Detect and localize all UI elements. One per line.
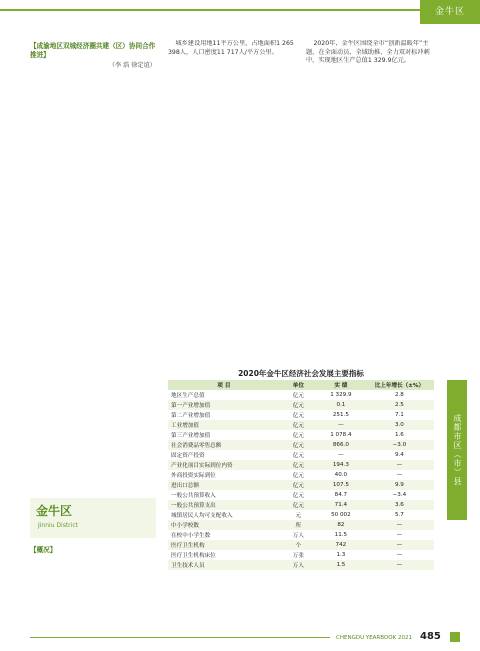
cell-unit: 亿元 <box>292 453 304 459</box>
cell-item: 进出口总额 <box>168 480 280 490</box>
district-intro <box>30 544 156 630</box>
header-section-tab: 金牛区 <box>420 0 480 24</box>
cell-unit: 亿元 <box>292 393 304 399</box>
cell-item: 城镇居民人均可支配收入 <box>171 513 233 519</box>
cell-growth: 1.6 <box>394 432 404 438</box>
cell-item: 工业增加值 <box>168 420 280 430</box>
cell-value: — <box>317 420 365 430</box>
cell-unit: 亿元 <box>292 433 304 439</box>
cell-value: 71.4 <box>317 500 365 510</box>
cell-unit: 亿元 <box>280 440 317 450</box>
cell-value: 866.0 <box>317 440 365 450</box>
cell-unit: 万人 <box>280 560 317 570</box>
cell-growth: −3.0 <box>365 440 434 450</box>
cell-value: 0.1 <box>317 400 365 410</box>
table-header-row <box>168 380 434 390</box>
cell-unit: 亿元 <box>280 400 317 410</box>
page-footer <box>0 628 480 648</box>
cell-unit: 亿元 <box>292 473 304 479</box>
cell-value: 40.0 <box>334 472 348 478</box>
cell-item: 医疗卫生机构床位 <box>171 553 216 559</box>
cell-value: 84.7 <box>334 492 348 498</box>
table-row <box>168 420 434 430</box>
district-name: 金牛区 <box>36 504 73 518</box>
header-item: 项 目 <box>168 380 280 390</box>
cell-growth: 5.7 <box>394 512 404 518</box>
footer-rule <box>30 637 330 638</box>
page-number: 485 <box>420 631 441 642</box>
text-column-1 <box>30 40 156 358</box>
cell-growth: 9.4 <box>394 452 404 458</box>
cell-growth: 9.9 <box>365 480 434 490</box>
table-row <box>168 440 434 450</box>
cell-growth: 7.1 <box>394 412 404 418</box>
cell-value: 1 078.4 <box>330 432 352 438</box>
cell-growth: 2.5 <box>365 400 434 410</box>
cell-item: 社会消费品零售总额 <box>168 440 280 450</box>
cell-unit: 亿元 <box>280 460 317 470</box>
cell-unit: 所 <box>280 520 317 530</box>
cell-unit: 亿元 <box>280 480 317 490</box>
table-row <box>168 500 434 510</box>
cell-growth: — <box>365 520 434 530</box>
cell-unit: 个 <box>280 540 317 550</box>
cell-value: 50 002 <box>331 512 351 518</box>
cell-item: 地区生产总值 <box>171 393 205 399</box>
table-row <box>168 490 434 500</box>
footer-publication: CHENGDU YEARBOOK 2021 <box>336 635 412 641</box>
cell-unit: 亿元 <box>280 500 317 510</box>
table-row <box>168 530 434 540</box>
table-row <box>168 520 434 530</box>
header-rule <box>0 9 420 11</box>
cell-value: 251.5 <box>332 412 349 418</box>
section-heading: 【成渝地区双城经济圈共建（区）协同合作推进】 <box>30 42 156 59</box>
cell-item: 第二产业增加值 <box>171 413 211 419</box>
cell-item: 中小学校数 <box>168 520 280 530</box>
intro-heading: 【概况】 <box>30 546 57 554</box>
table-row <box>168 550 434 560</box>
cell-value: 11.5 <box>334 532 348 538</box>
cell-item: 第一产业增加值 <box>168 400 280 410</box>
page-marker <box>450 632 460 642</box>
cell-item: 外商投资实际到位 <box>171 473 216 479</box>
side-section-strip: 成都市区（市）县 <box>447 380 467 520</box>
table-body <box>168 390 434 570</box>
cell-growth: −3.4 <box>392 492 407 498</box>
cell-value: 742 <box>317 540 365 550</box>
table-row <box>168 390 434 400</box>
cell-value: 1 329.9 <box>330 392 352 398</box>
cell-item: 卫生技术人员 <box>168 560 280 570</box>
cell-unit: 元 <box>295 513 302 519</box>
cell-growth: — <box>396 552 403 558</box>
cell-item: 一般公共预算支出 <box>168 500 280 510</box>
cell-item: 产业化项目实际到位内资 <box>168 460 280 470</box>
district-pinyin: Jinniu District <box>38 522 78 529</box>
cell-unit: 亿元 <box>292 413 304 419</box>
table-title: 2020年金牛区经济社会发展主要指标 <box>238 369 364 378</box>
table-row <box>168 510 434 520</box>
header-unit: 单位 <box>280 380 317 390</box>
text-column-3 <box>306 40 436 358</box>
table-row <box>168 560 434 570</box>
cell-value: 107.5 <box>317 480 365 490</box>
cell-growth: — <box>365 560 434 570</box>
col3-paragraph: 2020年，金牛区围绕全市“创新温暖年”主题，在全面动员、全域助推、全力双对标冲刺中，实现地区生产总值1 329.9亿元。 <box>306 40 430 64</box>
cell-growth: — <box>365 460 434 470</box>
indicators-table <box>168 380 434 570</box>
table-row <box>168 460 434 470</box>
table-row <box>168 430 434 440</box>
cell-growth: — <box>396 472 403 478</box>
table-row <box>168 480 434 490</box>
cell-item: 在校中小学生数 <box>171 533 211 539</box>
table-row <box>168 540 434 550</box>
cell-item: 医疗卫生机构 <box>168 540 280 550</box>
district-title-box <box>30 498 156 538</box>
header-value: 实 绩 <box>317 380 365 390</box>
table-row <box>168 450 434 460</box>
cell-value: 1.5 <box>317 560 365 570</box>
table-row <box>168 410 434 420</box>
col2-paragraph: 城乡建设用地11平方公里，占地面积1 265 398人，人口密度11 717人/平方公里。 <box>168 40 294 56</box>
table-row <box>168 400 434 410</box>
cell-growth: 3.6 <box>365 500 434 510</box>
cell-unit: 万人 <box>292 533 304 539</box>
author-signature: （李 浩 徐定谊） <box>108 62 156 69</box>
cell-growth: 2.8 <box>394 392 404 398</box>
cell-growth: 3.0 <box>365 420 434 430</box>
cell-item: 一般公共预算收入 <box>171 493 216 499</box>
cell-value: 1.3 <box>336 552 346 558</box>
cell-growth: — <box>396 532 403 538</box>
cell-item: 固定资产投资 <box>171 453 205 459</box>
table-row <box>168 470 434 480</box>
cell-value: 82 <box>317 520 365 530</box>
page-header <box>0 0 480 24</box>
text-column-2 <box>168 40 298 358</box>
header-growth: 比上年增长（±%） <box>365 380 434 390</box>
cell-item: 第三产业增加值 <box>171 433 211 439</box>
cell-value: 194.3 <box>317 460 365 470</box>
cell-value: — <box>338 452 344 458</box>
cell-unit: 亿元 <box>280 420 317 430</box>
cell-unit: 万张 <box>292 553 304 559</box>
cell-unit: 亿元 <box>292 493 304 499</box>
cell-growth: — <box>365 540 434 550</box>
